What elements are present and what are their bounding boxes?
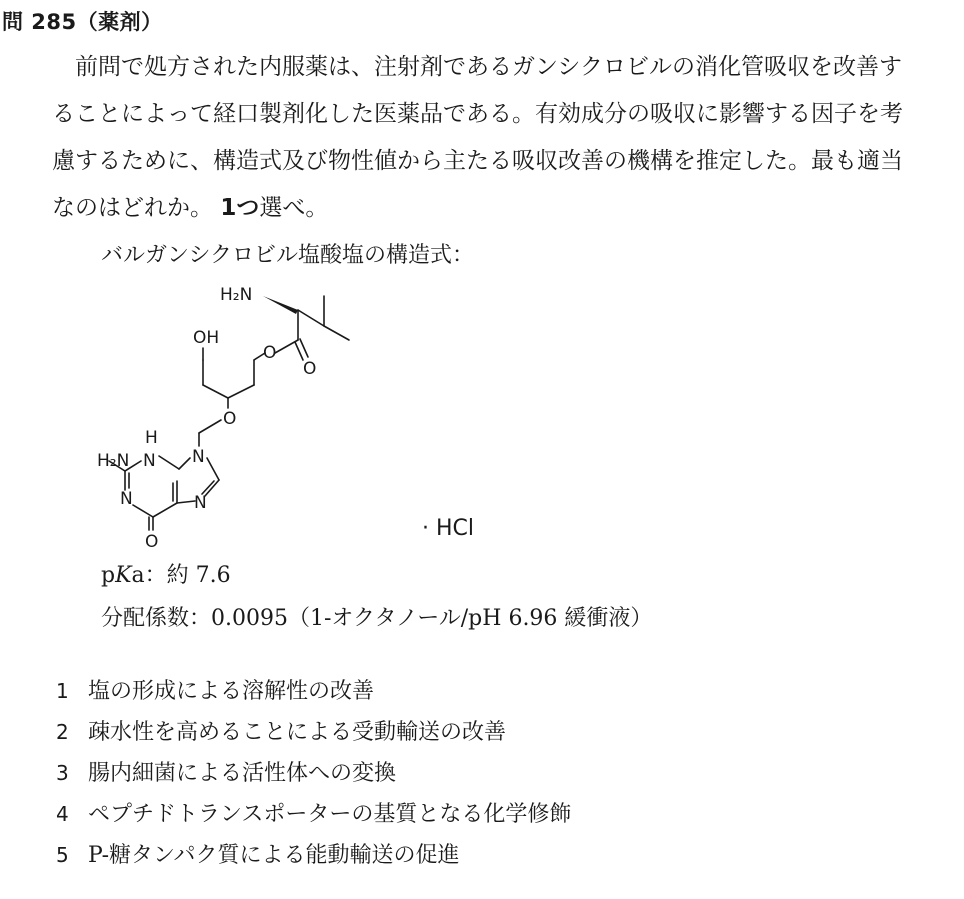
bond-n7-c5 [177, 501, 195, 503]
option-1[interactable] [56, 670, 571, 711]
bond-n9-c4 [179, 458, 190, 469]
pka-value [101, 558, 231, 589]
valganciclovir-structure [95, 268, 425, 553]
atom-n3: N [143, 451, 156, 471]
bond-n9-c8 [207, 458, 219, 480]
option-number: 5 [56, 843, 69, 867]
partition-coefficient: 分配係数：0.0095（1-オクタノール/pH 6.96 緩衝液） [101, 606, 653, 631]
salt-label: · HCl [422, 516, 475, 541]
option-text: 塩の形成による溶解性の改善 [88, 679, 375, 704]
atom-oh: OH [193, 328, 220, 348]
option-3[interactable] [56, 752, 571, 793]
atom-o-ether: O [223, 409, 237, 429]
stem-line-3: 慮するために、構造式及び物性値から主たる吸収改善の機構を推定した。最も適当 [52, 148, 903, 174]
option-text: P-糖タンパク質による能動輸送の促進 [88, 843, 460, 868]
stem-line-1: 前問で処方された内服薬は、注射剤であるガンシクロビルの消化管吸収を改善す [75, 54, 902, 80]
atom-n1: N [120, 489, 133, 509]
stem-end-text: 選べ。 [259, 195, 329, 221]
bond-ca-cb [298, 310, 324, 326]
stem-last-text: なのはどれか。 [52, 195, 213, 221]
atom-n9: N [192, 447, 205, 467]
bond-c5-c6 [153, 503, 177, 517]
option-4[interactable] [56, 793, 571, 834]
stem-emphasis: 1つ [220, 195, 260, 221]
option-text: 疎水性を高めることによる受動輸送の改善 [88, 720, 507, 745]
answer-options [56, 670, 571, 875]
pka-rest: a：約 7.6 [131, 563, 231, 588]
bond-ch2-ch [228, 385, 254, 398]
pka-italic: K [115, 563, 132, 588]
option-number: 1 [56, 679, 69, 703]
stem-line-4 [52, 185, 952, 232]
option-number: 4 [56, 802, 69, 826]
atom-n7: N [194, 493, 207, 513]
atom-h: H [145, 428, 158, 448]
atom-o-ring: O [145, 532, 159, 552]
bond-oether-ch2 [199, 420, 221, 433]
pka-prefix: p [101, 563, 116, 588]
atom-o-ester: O [263, 343, 277, 363]
question-stem [52, 44, 952, 232]
option-number: 2 [56, 720, 69, 744]
option-text: ペプチドトランスポーターの基質となる化学修飾 [88, 802, 572, 827]
bond-n-ca-wedge [263, 296, 298, 314]
question-title: 問 285（薬剤） [2, 10, 163, 34]
bond-c4-n3 [159, 456, 179, 469]
option-text: 腸内細菌による活性体への変換 [88, 761, 397, 786]
atom-o-carbonyl: O [303, 359, 317, 379]
stem-line-2: ることによって経口製剤化した医薬品である。有効成分の吸収に影響する因子を考 [52, 101, 903, 127]
option-2[interactable] [56, 711, 571, 752]
bond-ch-ch2 [203, 385, 228, 398]
bond-c6-n1 [133, 505, 153, 517]
option-5[interactable] [56, 834, 571, 875]
option-number: 3 [56, 761, 69, 785]
structure-caption: バルガンシクロビル塩酸塩の構造式： [101, 243, 475, 268]
atom-h2n-left: H₂N [97, 451, 130, 471]
bond-cb-me2 [324, 326, 349, 340]
atom-h2n-top: H₂N [220, 285, 253, 305]
